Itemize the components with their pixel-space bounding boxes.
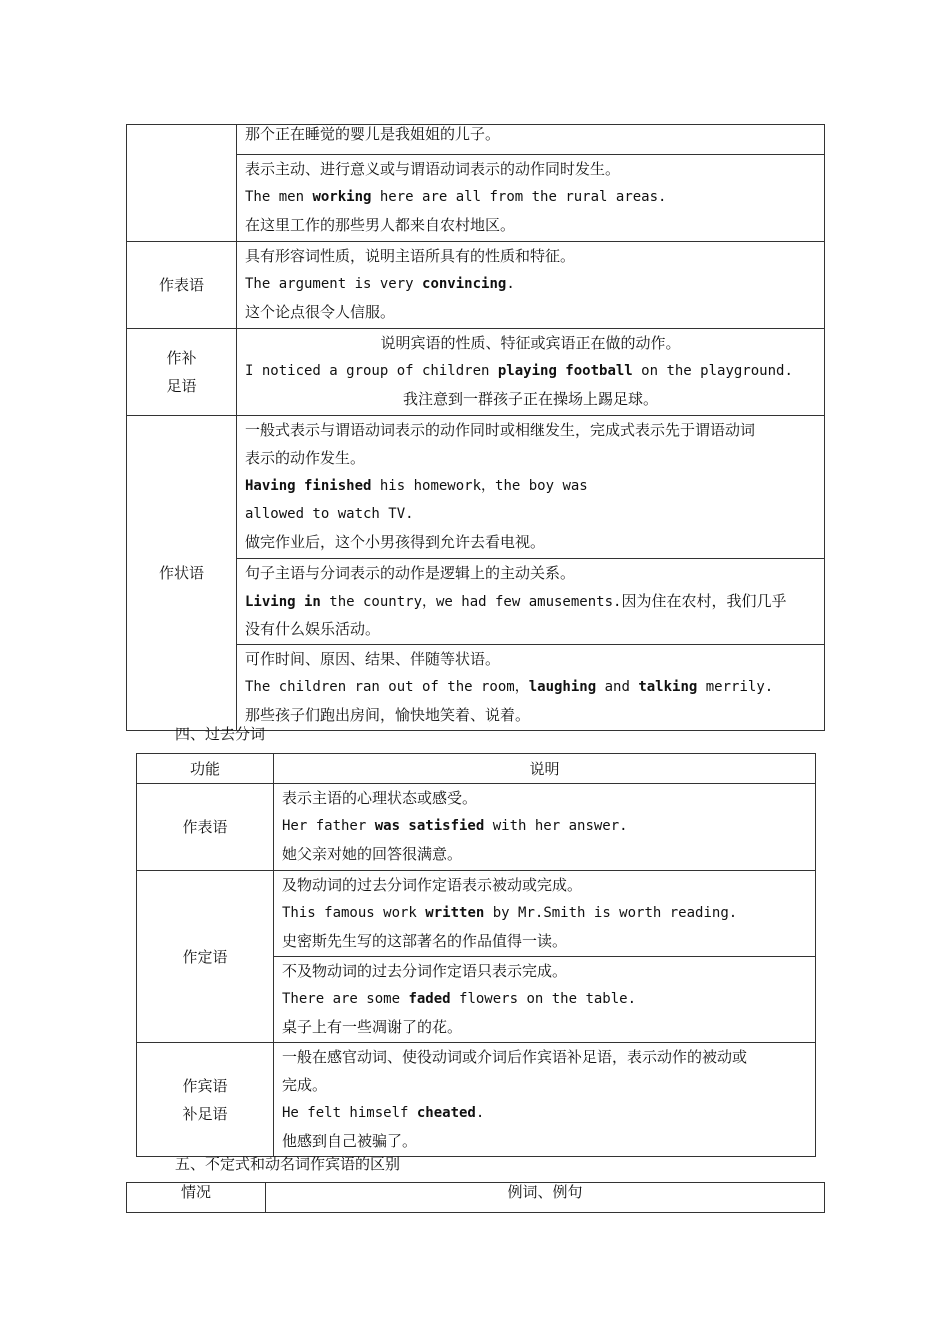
- table-row: [137, 871, 816, 957]
- translation-line: 史密斯先生写的这部著名的作品值得一读。: [282, 932, 568, 950]
- description-line: 一般在感官动词、使役动词或介词后作宾语补足语，表示动作的被动或: [282, 1048, 748, 1066]
- keyword: convincing: [422, 276, 507, 292]
- keyword: talking: [638, 679, 698, 695]
- column-header: 情况: [127, 1183, 266, 1213]
- description-line: 表示的动作发生。: [245, 449, 366, 467]
- column-header: 功能: [137, 754, 274, 784]
- table-row: [127, 329, 825, 416]
- translation-line: 他感到自己被骗了。: [282, 1132, 418, 1150]
- description-line: 完成。: [282, 1076, 328, 1094]
- table-header-row: [137, 754, 816, 784]
- translation-line: 那个正在睡觉的婴儿是我姐姐的儿子。: [245, 125, 501, 143]
- translation-line: 在这里工作的那些男人都来自农村地区。: [245, 216, 516, 234]
- section-heading: 五、不定式和动名词作宾语的区别: [175, 1155, 401, 1173]
- example-line: He felt himself cheated.: [282, 1105, 485, 1121]
- description-line: 说明宾语的性质、特征或宾语正在做的动作。: [380, 334, 681, 352]
- present-participle-table: [126, 124, 825, 731]
- translation-line: 没有什么娱乐活动。: [245, 620, 381, 638]
- translation-line: 这个论点很令人信服。: [245, 303, 396, 321]
- function-label: 作补 足语: [127, 329, 237, 416]
- example-line: There are some faded flowers on the table.: [282, 991, 637, 1007]
- keyword: cheated: [416, 1105, 476, 1121]
- example-line: Living in the country，we had few amusements.因为住在农村，我们几乎: [245, 592, 787, 610]
- column-header: 说明: [274, 754, 816, 784]
- example-line: allowed to watch TV.: [245, 506, 414, 522]
- table-row: [127, 242, 825, 329]
- translation-line: 她父亲对她的回答很满意。: [282, 845, 463, 863]
- function-label: 作状语: [127, 416, 237, 731]
- keyword: faded: [408, 991, 451, 1007]
- table-header-row: [127, 1183, 825, 1213]
- example-line: Her father was satisfied with her answer.: [282, 818, 628, 834]
- keyword: Living in: [245, 594, 321, 610]
- keyword: playing football: [497, 363, 633, 379]
- function-label: 作表语: [127, 242, 237, 329]
- table-row: [137, 784, 816, 871]
- function-label: 作表语: [137, 784, 274, 871]
- column-header: 例词、例句: [266, 1183, 825, 1213]
- example-line: Having finished his homework，the boy was: [245, 478, 588, 494]
- keyword: laughing: [528, 679, 597, 695]
- description-line: 具有形容词性质，说明主语所具有的性质和特征。: [245, 247, 576, 265]
- keyword: working: [312, 189, 372, 205]
- description-line: 不及物动词的过去分词作定语只表示完成。: [282, 962, 568, 980]
- table-row: [127, 416, 825, 559]
- description-line: 一般式表示与谓语动词表示的动作同时或相继发生，完成式表示先于谓语动词: [245, 421, 756, 439]
- function-label: 作定语: [137, 871, 274, 1043]
- example-line: The children ran out of the room，laughing and talking merrily.: [245, 679, 774, 695]
- keyword: was satisfied: [374, 818, 485, 834]
- example-line: The argument is very convincing.: [245, 276, 515, 292]
- translation-line: 桌子上有一些凋谢了的花。: [282, 1018, 463, 1036]
- example-line: The men working here are all from the rural areas.: [245, 189, 667, 205]
- example-line: I noticed a group of children playing football on the playground.: [245, 363, 793, 379]
- example-line: This famous work written by Mr.Smith is worth reading.: [282, 905, 738, 921]
- table-row: [137, 1043, 816, 1157]
- translation-line: 我注意到一群孩子正在操场上踢足球。: [402, 390, 658, 408]
- description-line: 表示主语的心理状态或感受。: [282, 789, 478, 807]
- section-heading: 四、过去分词: [175, 725, 266, 743]
- label-cell: [127, 125, 237, 242]
- description-line: 及物动词的过去分词作定语表示被动或完成。: [282, 876, 583, 894]
- description-line: 句子主语与分词表示的动作是逻辑上的主动关系。: [245, 564, 576, 582]
- infinitive-gerund-table: [126, 1182, 825, 1213]
- description-line: 可作时间、原因、结果、伴随等状语。: [245, 650, 501, 668]
- description-line: 表示主动、进行意义或与谓语动词表示的动作同时发生。: [245, 160, 621, 178]
- translation-line: 那些孩子们跑出房间，愉快地笑着、说着。: [245, 706, 531, 724]
- past-participle-table: [136, 753, 816, 1157]
- translation-line: 做完作业后，这个小男孩得到允许去看电视。: [245, 533, 546, 551]
- table-row: [127, 125, 825, 155]
- keyword: Having finished: [245, 478, 372, 494]
- keyword: written: [425, 905, 485, 921]
- function-label: 作宾语 补足语: [137, 1043, 274, 1157]
